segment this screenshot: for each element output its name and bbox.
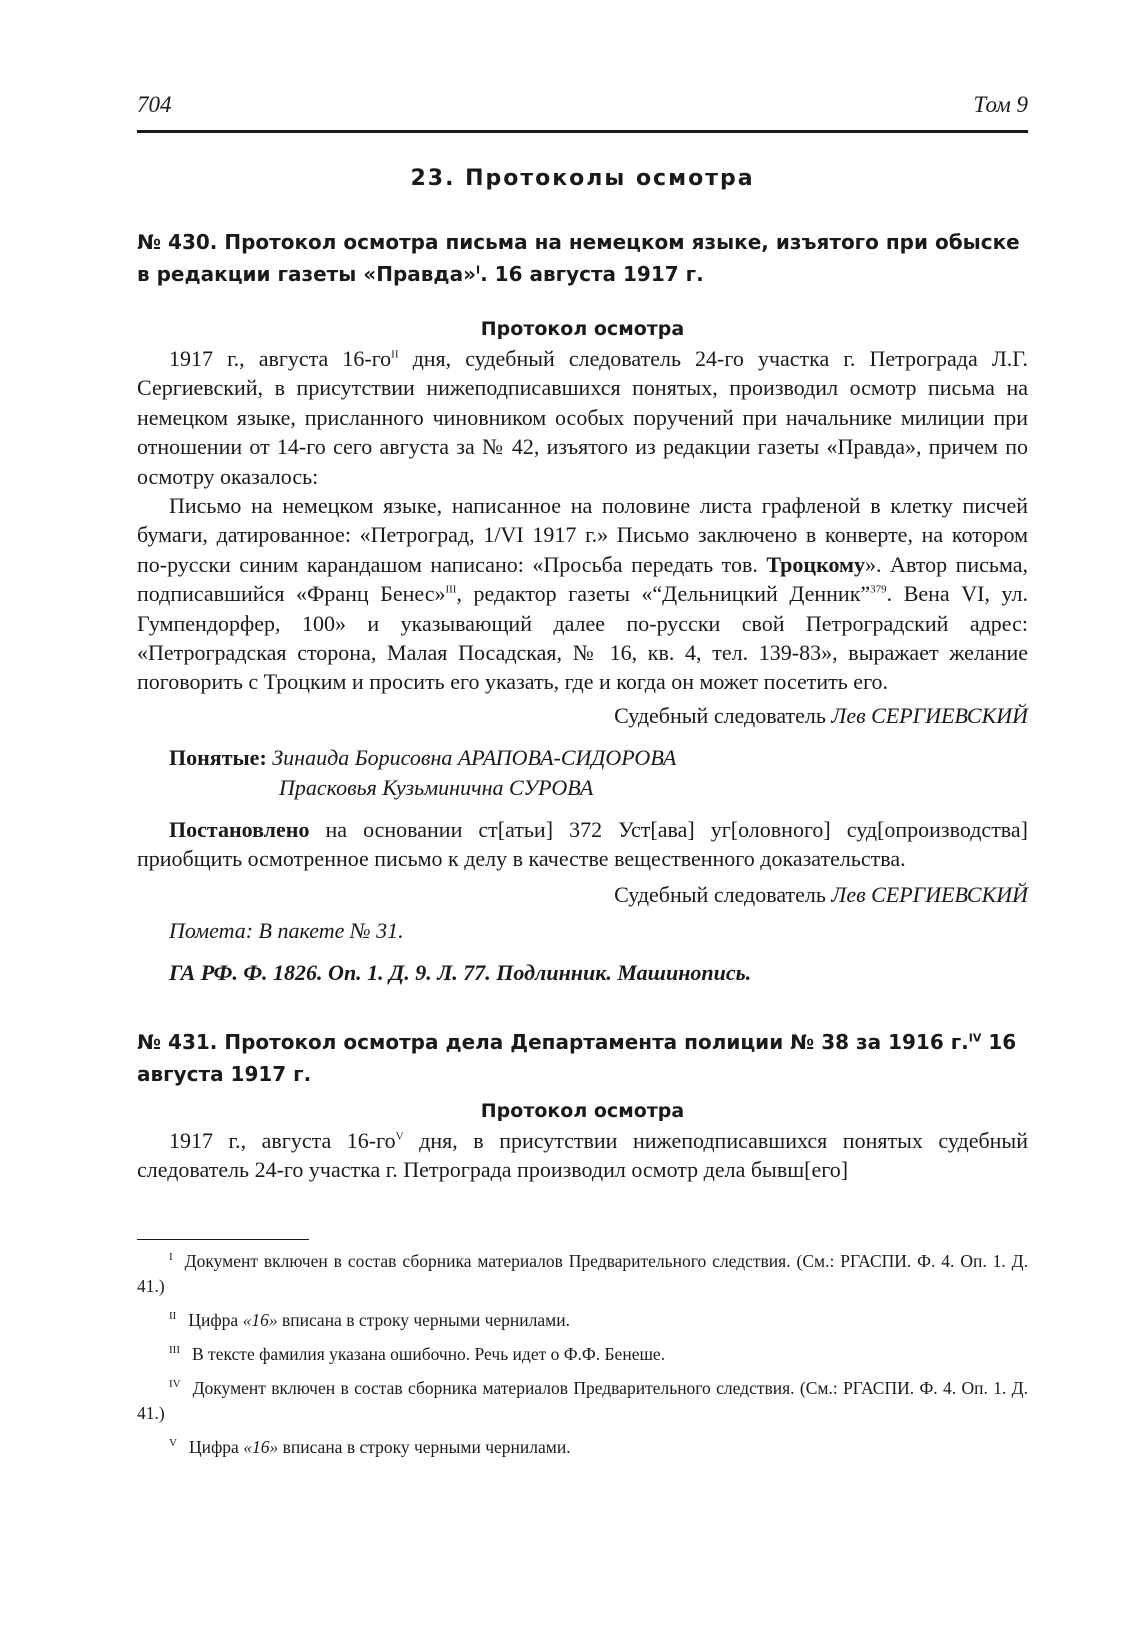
note: Помета: В пакете № 31. bbox=[169, 917, 404, 943]
paragraph-text: дня, в присутствии нижеподписавшихся понятых судебный следователь 24-го участка г. Петрограда производил осмотр дела бывш[его] bbox=[137, 1127, 1028, 1183]
footnote-ref: III bbox=[445, 583, 457, 596]
footnote-text: Документ включен в состав сборника материалов Предварительного следствия. (См.: РГАСПИ. Ф. 4. Оп. 1. Д. 41.) bbox=[137, 1251, 1028, 1296]
paragraph-text: , редактор газеты «“Дельницкий Денник” bbox=[456, 581, 871, 607]
paragraph-text: дня, судебный следователь 24-го участка г. Петрограда Л.Г. Сергиевский, в присутствии нижеподписавшихся понятых, производил осмотр письма на немецком языке, присланного чиновником особых поручений при начальнике милиции при отношении от 14-го сего августа за № 42, изъятого из редакции газеты «Правда», причем по осмотру оказалось: bbox=[137, 346, 1028, 489]
doc-430-paragraph-1 bbox=[137, 344, 1028, 491]
doc-431-title-date: 16 августа 1917 г. bbox=[137, 1029, 1017, 1086]
paragraph-text: на основании ст[атьи] 372 Уст[ава] уг[оловного] суд[опроизводства] приобщить осмотренное письмо к делу в качестве вещественного доказательства. bbox=[137, 816, 1028, 872]
paragraph-text: Письмо на немецком языке, написанное на половине листа графленой в клетку писчей бумаги, датированное: «Петроград, 1/VI 1917 г.» Письмо заключено в конверте, на котором по-русски синим карандашом написано: «Просьба передать тов. bbox=[137, 493, 1028, 577]
footnote-1 bbox=[137, 1249, 1028, 1299]
footnote-mark: III bbox=[169, 1344, 180, 1357]
page-number: 704 bbox=[137, 92, 172, 117]
signature-name: Лев СЕРГИЕВСКИЙ bbox=[831, 702, 1028, 728]
footnote-text: Документ включен в состав сборника материалов Предварительного следствия. (См.: РГАСПИ. Ф. 4. Оп. 1. Д. 41.) bbox=[137, 1378, 1028, 1423]
footnote-text: вписана в строку черными чернилами. bbox=[277, 1310, 570, 1330]
bold-name: Троцкому bbox=[766, 551, 866, 577]
signature-role: Судебный следователь bbox=[614, 881, 832, 907]
paragraph-text: . Вена VI, ул. Гумпендорфер, 100» и указывающий далее по-русски свой Петроградский адрес: «Петроградская сторона, Малая Посадская, № 16, кв. 4, тел. 139-83», выражает желание поговорить с Троцким и просить его указать, где и когда он может посетить его. bbox=[137, 581, 1028, 695]
footnote-3 bbox=[137, 1342, 1028, 1367]
footnote-5 bbox=[137, 1435, 1028, 1460]
archive-reference: ГА РФ. Ф. 1826. Оп. 1. Д. 9. Л. 77. Подлинник. Машинопись. bbox=[169, 959, 752, 985]
main-content bbox=[137, 166, 1028, 1185]
doc-430-title-date: . 16 августа 1917 г. bbox=[480, 262, 704, 286]
witness-2: Прасковья Кузьминична СУРОВА bbox=[279, 774, 594, 800]
footnote-mark: I bbox=[169, 1251, 173, 1264]
running-header bbox=[137, 92, 1028, 118]
section-title: 23. Протоколы осмотра bbox=[410, 166, 755, 191]
footnotes bbox=[137, 1249, 1028, 1469]
footnote-2 bbox=[137, 1308, 1028, 1333]
footnote-ref: I bbox=[476, 263, 481, 277]
footnote-rule bbox=[137, 1239, 309, 1240]
signature-2 bbox=[137, 880, 1028, 910]
footnote-mark: IV bbox=[169, 1378, 181, 1391]
witnesses bbox=[169, 743, 1028, 803]
footnote-ref: II bbox=[391, 348, 399, 361]
footnote-text: Цифра bbox=[188, 1310, 243, 1330]
footnote-ref: V bbox=[395, 1130, 404, 1143]
signature-role: Судебный следователь bbox=[614, 702, 832, 728]
paragraph-text: 1917 г., августа 16-го bbox=[169, 1127, 396, 1153]
volume-label: Том 9 bbox=[973, 92, 1028, 117]
resolution-keyword: Постановлено bbox=[169, 816, 310, 842]
signature-name: Лев СЕРГИЕВСКИЙ bbox=[831, 881, 1028, 907]
footnote-mark: V bbox=[169, 1437, 177, 1450]
doc-431-title-text: № 431. Протокол осмотра дела Департамента полиции № 38 за 1916 г. bbox=[137, 1029, 969, 1054]
doc-431-title bbox=[137, 1026, 1028, 1090]
doc-431-subheading: Протокол осмотра bbox=[480, 1099, 685, 1122]
footnote-4 bbox=[137, 1376, 1028, 1426]
doc-430-title-text: № 430. Протокол осмотра письма на немецком языке, изъятого при обыске в редакции газеты «Правда» bbox=[137, 230, 1020, 286]
doc-430-paragraph-2 bbox=[137, 491, 1028, 697]
footnote-text: вписана в строку черными чернилами. bbox=[278, 1437, 571, 1457]
paragraph-text: 1917 г., августа 16-го bbox=[169, 346, 392, 371]
footnote-text: В тексте фамилия указана ошибочно. Речь идет о Ф.Ф. Бенеше. bbox=[192, 1344, 666, 1364]
resolution-paragraph bbox=[137, 815, 1028, 874]
footnote-italic: «16» bbox=[242, 1310, 278, 1330]
doc-430-subheading: Протокол осмотра bbox=[480, 318, 685, 340]
footnote-italic: «16» bbox=[243, 1437, 279, 1457]
signature-1 bbox=[137, 701, 1028, 731]
doc-430-title bbox=[137, 226, 1028, 290]
paragraph-text: ». Автор письма, подписавшийся «Франц Бенес» bbox=[137, 551, 1028, 607]
doc-431-paragraph-1 bbox=[137, 1126, 1028, 1185]
footnote-mark: II bbox=[169, 1310, 177, 1323]
witness-1: Зинаида Борисовна АРАПОВА-СИДОРОВА bbox=[272, 744, 677, 770]
footnote-text: Цифра bbox=[188, 1437, 244, 1457]
footnote-ref: IV bbox=[968, 1031, 982, 1045]
witness-label: Понятые: bbox=[169, 744, 267, 770]
header-rule bbox=[137, 130, 1028, 133]
endnote-ref: 379 bbox=[870, 583, 887, 596]
